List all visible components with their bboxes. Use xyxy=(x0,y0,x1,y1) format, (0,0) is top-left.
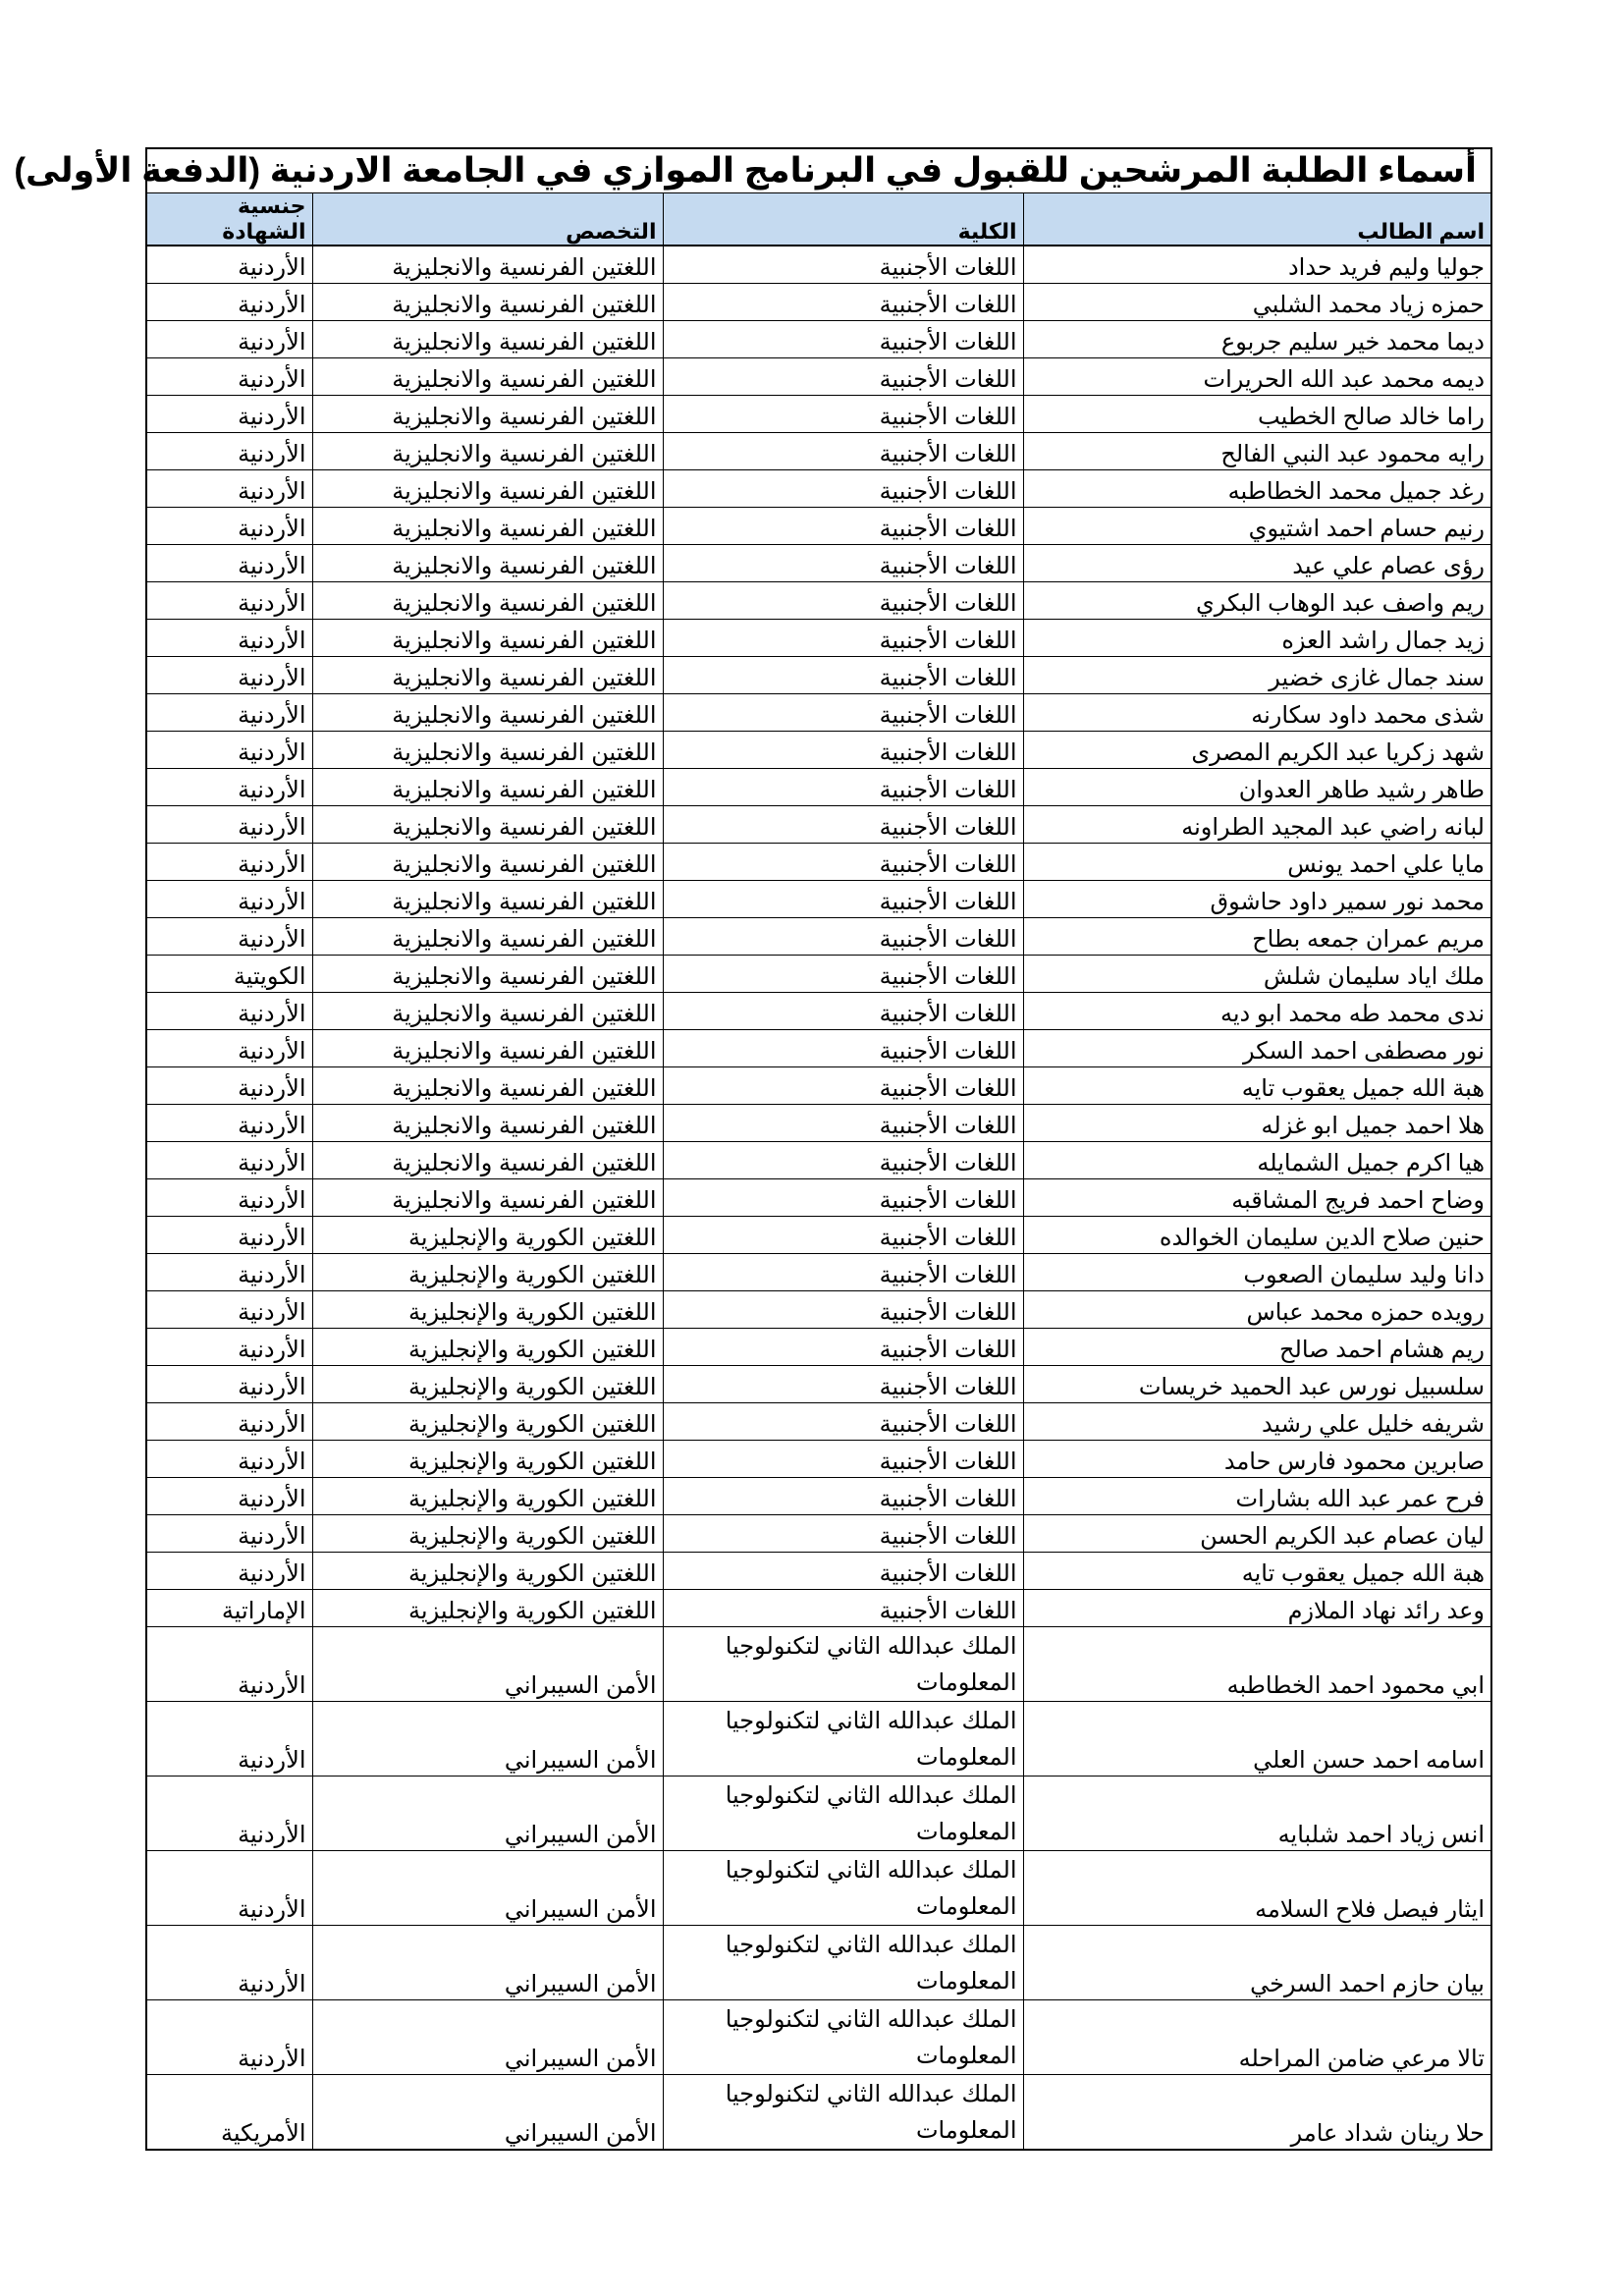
table-row xyxy=(146,396,1491,433)
table-row xyxy=(146,881,1491,918)
major-cell: اللغتين الفرنسية والانجليزية xyxy=(312,620,663,657)
header-nationality: جنسية الشهادة xyxy=(146,193,312,246)
student-name-cell: حلا رينان شداد عامر xyxy=(1023,2075,1491,2151)
student-name-cell: دانا وليد سليمان الصعوب xyxy=(1023,1254,1491,1291)
student-name-cell: محمد نور سمير داود حاشوق xyxy=(1023,881,1491,918)
student-name-cell: بيان حازم احمد السرخي xyxy=(1023,1926,1491,2000)
table-row xyxy=(146,1403,1491,1441)
table-row xyxy=(146,1142,1491,1179)
college-cell: اللغات الأجنبية xyxy=(663,769,1023,806)
college-cell: اللغات الأجنبية xyxy=(663,806,1023,844)
nationality-cell: الأردنية xyxy=(146,1366,312,1403)
table-row xyxy=(146,918,1491,956)
nationality-cell: الأردنية xyxy=(146,657,312,694)
student-name-cell: رنيم حسام احمد اشتيوي xyxy=(1023,508,1491,545)
major-cell: اللغتين الكورية والإنجليزية xyxy=(312,1590,663,1627)
student-name-cell: طاهر رشيد طاهر العدوان xyxy=(1023,769,1491,806)
student-name-cell: ابي محمود احمد الخطاطبه xyxy=(1023,1627,1491,1702)
table-row xyxy=(146,694,1491,732)
college-cell: اللغات الأجنبية xyxy=(663,881,1023,918)
student-name-cell: شريفه خليل علي رشيد xyxy=(1023,1403,1491,1441)
major-cell: اللغتين الفرنسية والانجليزية xyxy=(312,396,663,433)
major-cell: اللغتين الفرنسية والانجليزية xyxy=(312,694,663,732)
major-cell: اللغتين الكورية والإنجليزية xyxy=(312,1553,663,1590)
student-name-cell: رويده حمزه محمد عباس xyxy=(1023,1291,1491,1329)
student-name-cell: حمزه زياد محمد الشلبي xyxy=(1023,284,1491,321)
college-cell: اللغات الأجنبية xyxy=(663,470,1023,508)
college-cell: اللغات الأجنبية xyxy=(663,1403,1023,1441)
major-cell: اللغتين الفرنسية والانجليزية xyxy=(312,918,663,956)
nationality-cell: الأردنية xyxy=(146,620,312,657)
nationality-cell: الأردنية xyxy=(146,1702,312,1777)
college-cell: اللغات الأجنبية xyxy=(663,732,1023,769)
table-row xyxy=(146,1030,1491,1067)
college-cell: اللغات الأجنبية xyxy=(663,358,1023,396)
nationality-cell: الأردنية xyxy=(146,1851,312,1926)
student-name-cell: رايه محمود عبد النبي الفالح xyxy=(1023,433,1491,470)
students-table xyxy=(14,147,1492,2151)
college-cell: اللغات الأجنبية xyxy=(663,1366,1023,1403)
nationality-cell: الأردنية xyxy=(146,1105,312,1142)
table-row xyxy=(146,508,1491,545)
header-major: التخصص xyxy=(312,193,663,246)
major-cell: اللغتين الكورية والإنجليزية xyxy=(312,1254,663,1291)
nationality-cell: الأردنية xyxy=(146,732,312,769)
student-name-cell: ايثار فيصل فلاح السلامه xyxy=(1023,1851,1491,1926)
major-cell: اللغتين الفرنسية والانجليزية xyxy=(312,246,663,284)
student-name-cell: فرح عمر عبد الله بشارات xyxy=(1023,1478,1491,1515)
college-cell: الملك عبدالله الثاني لتكنولوجيا المعلومات xyxy=(663,1851,1023,1926)
nationality-cell: الأردنية xyxy=(146,1254,312,1291)
student-name-cell: ملك اياد سليمان شلش xyxy=(1023,956,1491,993)
college-cell: الملك عبدالله الثاني لتكنولوجيا المعلومات xyxy=(663,1926,1023,2000)
header-name: اسم الطالب xyxy=(1023,193,1491,246)
major-cell: اللغتين الفرنسية والانجليزية xyxy=(312,806,663,844)
student-name-cell: مريم عمران جمعه بطاح xyxy=(1023,918,1491,956)
student-name-cell: شذى محمد داود سكارنه xyxy=(1023,694,1491,732)
table-row xyxy=(146,2075,1491,2151)
nationality-cell: الأردنية xyxy=(146,396,312,433)
college-cell: اللغات الأجنبية xyxy=(663,396,1023,433)
nationality-cell: الأردنية xyxy=(146,1553,312,1590)
major-cell: الأمن السيبراني xyxy=(312,1702,663,1777)
student-name-cell: ريم هشام احمد صالح xyxy=(1023,1329,1491,1366)
table-row xyxy=(146,246,1491,284)
table-row xyxy=(146,1217,1491,1254)
college-cell: اللغات الأجنبية xyxy=(663,918,1023,956)
table-row xyxy=(146,1553,1491,1590)
student-name-cell: وضاح احمد فريج المشاقبه xyxy=(1023,1179,1491,1217)
major-cell: اللغتين الفرنسية والانجليزية xyxy=(312,732,663,769)
college-cell: اللغات الأجنبية xyxy=(663,1217,1023,1254)
nationality-cell: الأردنية xyxy=(146,433,312,470)
college-cell: اللغات الأجنبية xyxy=(663,1142,1023,1179)
student-name-cell: رغد جميل محمد الخطاطبه xyxy=(1023,470,1491,508)
major-cell: اللغتين الفرنسية والانجليزية xyxy=(312,545,663,582)
nationality-cell: الأردنية xyxy=(146,806,312,844)
table-row xyxy=(146,1329,1491,1366)
major-cell: الأمن السيبراني xyxy=(312,1777,663,1851)
major-cell: اللغتين الكورية والإنجليزية xyxy=(312,1515,663,1553)
major-cell: الأمن السيبراني xyxy=(312,1926,663,2000)
student-name-cell: رؤى عصام علي عيد xyxy=(1023,545,1491,582)
table-row xyxy=(146,1627,1491,1702)
college-cell: اللغات الأجنبية xyxy=(663,321,1023,358)
major-cell: الأمن السيبراني xyxy=(312,2000,663,2075)
student-name-cell: انس زياد احمد شلبايه xyxy=(1023,1777,1491,1851)
nationality-cell: الأردنية xyxy=(146,2000,312,2075)
major-cell: اللغتين الكورية والإنجليزية xyxy=(312,1217,663,1254)
college-cell: اللغات الأجنبية xyxy=(663,1179,1023,1217)
student-name-cell: اسامه احمد حسن العلي xyxy=(1023,1702,1491,1777)
header-college: الكلية xyxy=(663,193,1023,246)
student-name-cell: ريم واصف عبد الوهاب البكري xyxy=(1023,582,1491,620)
major-cell: الأمن السيبراني xyxy=(312,2075,663,2151)
table-row xyxy=(146,433,1491,470)
student-name-cell: هلا احمد جميل ابو غزله xyxy=(1023,1105,1491,1142)
student-name-cell: هيا اكرم جميل الشمايله xyxy=(1023,1142,1491,1179)
major-cell: اللغتين الكورية والإنجليزية xyxy=(312,1441,663,1478)
table-row xyxy=(146,1179,1491,1217)
nationality-cell: الأردنية xyxy=(146,1777,312,1851)
college-cell: اللغات الأجنبية xyxy=(663,844,1023,881)
college-cell: اللغات الأجنبية xyxy=(663,1254,1023,1291)
nationality-cell: الأردنية xyxy=(146,694,312,732)
table-row xyxy=(146,1478,1491,1515)
student-name-cell: زيد جمال راشد العزه xyxy=(1023,620,1491,657)
nationality-cell: الأردنية xyxy=(146,1329,312,1366)
student-name-cell: صابرين محمود فارس حامد xyxy=(1023,1441,1491,1478)
major-cell: اللغتين الفرنسية والانجليزية xyxy=(312,470,663,508)
nationality-cell: الأردنية xyxy=(146,358,312,396)
nationality-cell: الأردنية xyxy=(146,1403,312,1441)
major-cell: اللغتين الفرنسية والانجليزية xyxy=(312,881,663,918)
college-cell: اللغات الأجنبية xyxy=(663,1291,1023,1329)
student-name-cell: ليان عصام عبد الكريم الحسن xyxy=(1023,1515,1491,1553)
college-cell: اللغات الأجنبية xyxy=(663,545,1023,582)
nationality-cell: الأردنية xyxy=(146,881,312,918)
major-cell: اللغتين الفرنسية والانجليزية xyxy=(312,1105,663,1142)
header-row xyxy=(146,193,1491,246)
major-cell: اللغتين الفرنسية والانجليزية xyxy=(312,284,663,321)
major-cell: اللغتين الكورية والإنجليزية xyxy=(312,1366,663,1403)
table-row xyxy=(146,993,1491,1030)
major-cell: اللغتين الفرنسية والانجليزية xyxy=(312,1179,663,1217)
nationality-cell: الأردنية xyxy=(146,844,312,881)
table-row xyxy=(146,1777,1491,1851)
college-cell: الملك عبدالله الثاني لتكنولوجيا المعلومات xyxy=(663,2075,1023,2151)
nationality-cell: الأردنية xyxy=(146,508,312,545)
college-cell: اللغات الأجنبية xyxy=(663,657,1023,694)
table-row xyxy=(146,1291,1491,1329)
college-cell: اللغات الأجنبية xyxy=(663,620,1023,657)
table-row xyxy=(146,1366,1491,1403)
major-cell: اللغتين الفرنسية والانجليزية xyxy=(312,508,663,545)
nationality-cell: الأردنية xyxy=(146,470,312,508)
college-cell: اللغات الأجنبية xyxy=(663,1590,1023,1627)
table-row xyxy=(146,1590,1491,1627)
nationality-cell: الأردنية xyxy=(146,545,312,582)
nationality-cell: الأمريكية xyxy=(146,2075,312,2151)
major-cell: اللغتين الفرنسية والانجليزية xyxy=(312,844,663,881)
major-cell: الأمن السيبراني xyxy=(312,1627,663,1702)
table-row xyxy=(146,545,1491,582)
college-cell: اللغات الأجنبية xyxy=(663,694,1023,732)
nationality-cell: الأردنية xyxy=(146,1441,312,1478)
major-cell: اللغتين الفرنسية والانجليزية xyxy=(312,657,663,694)
table-row xyxy=(146,1441,1491,1478)
college-cell: اللغات الأجنبية xyxy=(663,993,1023,1030)
student-name-cell: سند جمال غازى خضير xyxy=(1023,657,1491,694)
nationality-cell: الأردنية xyxy=(146,321,312,358)
nationality-cell: الإماراتية xyxy=(146,1590,312,1627)
title-row xyxy=(146,148,1491,193)
major-cell: اللغتين الكورية والإنجليزية xyxy=(312,1329,663,1366)
college-cell: اللغات الأجنبية xyxy=(663,582,1023,620)
college-cell: الملك عبدالله الثاني لتكنولوجيا المعلومات xyxy=(663,1627,1023,1702)
nationality-cell: الأردنية xyxy=(146,1926,312,2000)
table-row xyxy=(146,657,1491,694)
student-name-cell: ندى محمد طه محمد ابو ديه xyxy=(1023,993,1491,1030)
nationality-cell: الأردنية xyxy=(146,769,312,806)
student-name-cell: حنين صلاح الدين سليمان الخوالده xyxy=(1023,1217,1491,1254)
nationality-cell: الأردنية xyxy=(146,284,312,321)
major-cell: اللغتين الكورية والإنجليزية xyxy=(312,1403,663,1441)
table-row xyxy=(146,284,1491,321)
table-row xyxy=(146,1105,1491,1142)
student-name-cell: هبة الله جميل يعقوب تايه xyxy=(1023,1067,1491,1105)
table-row xyxy=(146,321,1491,358)
table-row xyxy=(146,1702,1491,1777)
nationality-cell: الأردنية xyxy=(146,246,312,284)
nationality-cell: الأردنية xyxy=(146,1067,312,1105)
nationality-cell: الأردنية xyxy=(146,1627,312,1702)
college-cell: الملك عبدالله الثاني لتكنولوجيا المعلومات xyxy=(663,1777,1023,1851)
table-row xyxy=(146,1067,1491,1105)
college-cell: الملك عبدالله الثاني لتكنولوجيا المعلومات xyxy=(663,2000,1023,2075)
college-cell: اللغات الأجنبية xyxy=(663,1067,1023,1105)
student-name-cell: وعد رائد نهاد الملازم xyxy=(1023,1590,1491,1627)
nationality-cell: الأردنية xyxy=(146,1478,312,1515)
table-row xyxy=(146,582,1491,620)
student-name-cell: شهد زكريا عبد الكريم المصرى xyxy=(1023,732,1491,769)
major-cell: اللغتين الفرنسية والانجليزية xyxy=(312,1030,663,1067)
student-name-cell: لبانه راضي عبد المجيد الطراونه xyxy=(1023,806,1491,844)
nationality-cell: الأردنية xyxy=(146,582,312,620)
nationality-cell: الأردنية xyxy=(146,1515,312,1553)
student-name-cell: ديما محمد خير سليم جربوع xyxy=(1023,321,1491,358)
college-cell: اللغات الأجنبية xyxy=(663,508,1023,545)
student-name-cell: سلسبيل نورس عبد الحميد خريسات xyxy=(1023,1366,1491,1403)
table-row xyxy=(146,1926,1491,2000)
table-row xyxy=(146,769,1491,806)
table-row xyxy=(146,732,1491,769)
table-row xyxy=(146,1515,1491,1553)
college-cell: اللغات الأجنبية xyxy=(663,1030,1023,1067)
college-cell: اللغات الأجنبية xyxy=(663,284,1023,321)
nationality-cell: الأردنية xyxy=(146,1142,312,1179)
student-name-cell: نور مصطفى احمد السكر xyxy=(1023,1030,1491,1067)
nationality-cell: الأردنية xyxy=(146,918,312,956)
nationality-cell: الأردنية xyxy=(146,993,312,1030)
student-name-cell: مايا علي احمد يونس xyxy=(1023,844,1491,881)
college-cell: الملك عبدالله الثاني لتكنولوجيا المعلومات xyxy=(663,1702,1023,1777)
student-name-cell: ديمه محمد عبد الله الحريرات xyxy=(1023,358,1491,396)
student-name-cell: تالا مرعي ضامن المراحله xyxy=(1023,2000,1491,2075)
student-name-cell: هبة الله جميل يعقوب تايه xyxy=(1023,1553,1491,1590)
major-cell: اللغتين الفرنسية والانجليزية xyxy=(312,1142,663,1179)
table-row xyxy=(146,1851,1491,1926)
table-row xyxy=(146,358,1491,396)
college-cell: اللغات الأجنبية xyxy=(663,1478,1023,1515)
college-cell: اللغات الأجنبية xyxy=(663,1441,1023,1478)
nationality-cell: الأردنية xyxy=(146,1179,312,1217)
document-sheet xyxy=(14,147,1492,2151)
major-cell: اللغتين الكورية والإنجليزية xyxy=(312,1478,663,1515)
major-cell: اللغتين الفرنسية والانجليزية xyxy=(312,1067,663,1105)
college-cell: اللغات الأجنبية xyxy=(663,1553,1023,1590)
nationality-cell: الأردنية xyxy=(146,1030,312,1067)
college-cell: اللغات الأجنبية xyxy=(663,246,1023,284)
major-cell: الأمن السيبراني xyxy=(312,1851,663,1926)
college-cell: اللغات الأجنبية xyxy=(663,1329,1023,1366)
table-row xyxy=(146,470,1491,508)
nationality-cell: الكويتية xyxy=(146,956,312,993)
major-cell: اللغتين الكورية والإنجليزية xyxy=(312,1291,663,1329)
student-name-cell: راما خالد صالح الخطيب xyxy=(1023,396,1491,433)
major-cell: اللغتين الفرنسية والانجليزية xyxy=(312,433,663,470)
table-row xyxy=(146,620,1491,657)
major-cell: اللغتين الفرنسية والانجليزية xyxy=(312,358,663,396)
nationality-cell: الأردنية xyxy=(146,1217,312,1254)
table-row xyxy=(146,1254,1491,1291)
college-cell: اللغات الأجنبية xyxy=(663,956,1023,993)
major-cell: اللغتين الفرنسية والانجليزية xyxy=(312,582,663,620)
table-row xyxy=(146,2000,1491,2075)
major-cell: اللغتين الفرنسية والانجليزية xyxy=(312,321,663,358)
table-row xyxy=(146,806,1491,844)
major-cell: اللغتين الفرنسية والانجليزية xyxy=(312,769,663,806)
table-row xyxy=(146,956,1491,993)
table-row xyxy=(146,844,1491,881)
page-title: أسماء الطلبة المرشحين للقبول في البرنامج الموازي في الجامعة الاردنية (الدفعة الأولى) xyxy=(146,148,1491,193)
college-cell: اللغات الأجنبية xyxy=(663,1515,1023,1553)
major-cell: اللغتين الفرنسية والانجليزية xyxy=(312,956,663,993)
table-body xyxy=(146,246,1491,2150)
student-name-cell: جوليا وليم فريد حداد xyxy=(1023,246,1491,284)
college-cell: اللغات الأجنبية xyxy=(663,433,1023,470)
college-cell: اللغات الأجنبية xyxy=(663,1105,1023,1142)
nationality-cell: الأردنية xyxy=(146,1291,312,1329)
major-cell: اللغتين الفرنسية والانجليزية xyxy=(312,993,663,1030)
